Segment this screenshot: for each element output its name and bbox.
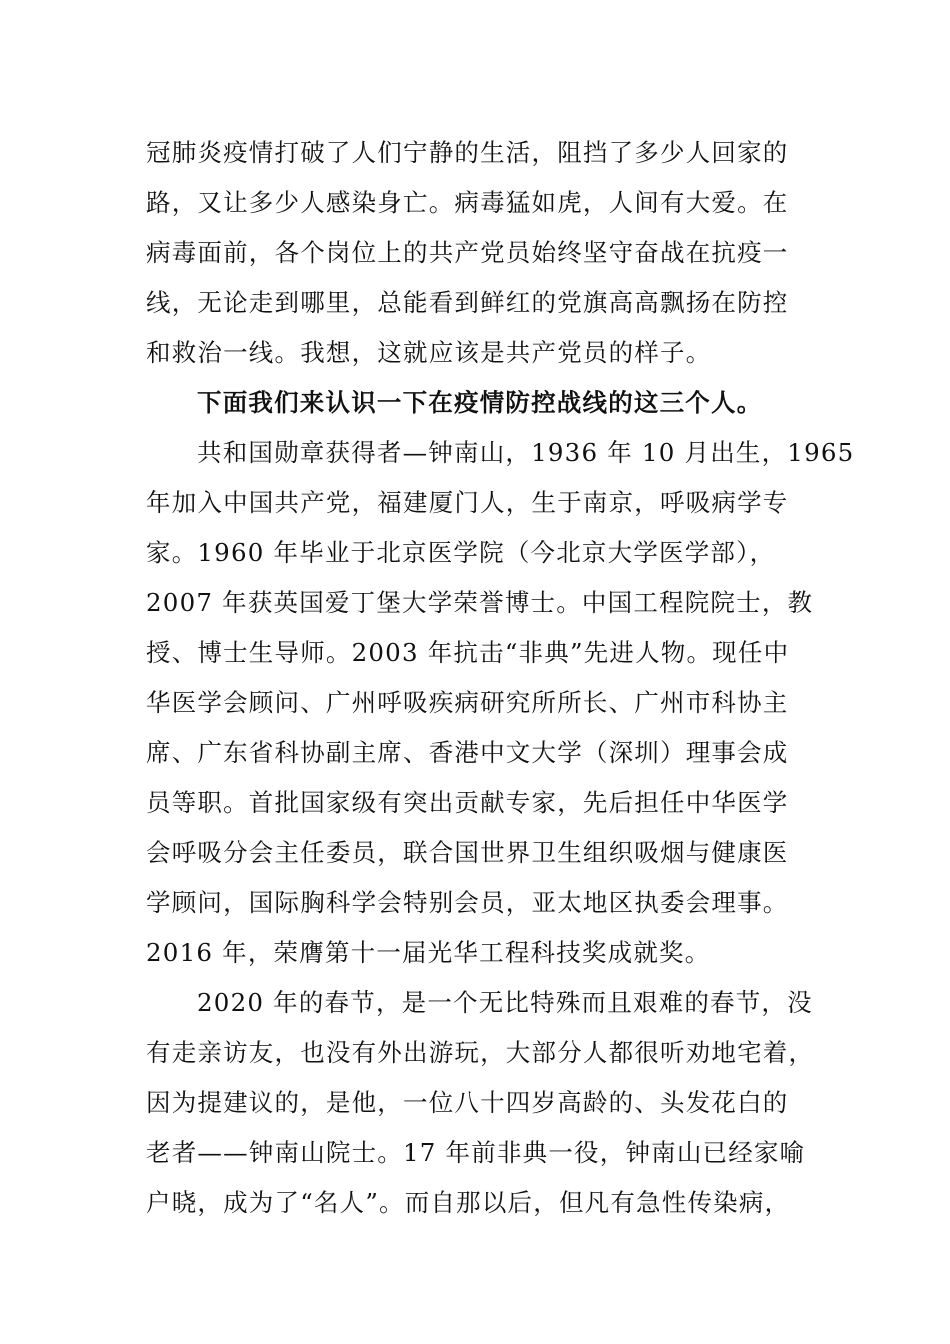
text-line: 2007 年获英国爱丁堡大学荣誉博士。中国工程院院士，教	[146, 588, 814, 617]
text-line: 冠肺炎疫情打破了人们宁静的生活，阻挡了多少人回家的	[146, 138, 789, 167]
text-line: 户晓，成为了“名人”。而自那以后，但凡有急性传染病，	[146, 1188, 791, 1217]
text-line: 学顾问，国际胸科学会特别会员，亚太地区执委会理事。	[146, 888, 789, 917]
text-line: 席、广东省科协副主席、香港中文大学（深圳）理事会成	[146, 738, 789, 767]
text-line: 员等职。首批国家级有突出贡献专家，先后担任中华医学	[146, 788, 789, 817]
paragraph-biography	[146, 428, 855, 978]
text-line: 会呼吸分会主任委员，联合国世界卫生组织吸烟与健康医	[146, 838, 789, 867]
text-line: 家。1960 年毕业于北京医学院（今北京大学医学部），	[146, 538, 776, 567]
paragraph-intro	[146, 128, 806, 378]
text-line: 病毒面前，各个岗位上的共产党员始终坚守奋战在抗疫一	[146, 238, 789, 267]
paragraph-spring-festival	[146, 978, 815, 1228]
section-heading: 下面我们来认识一下在疫情防控战线的这三个人。	[197, 388, 763, 417]
text-line: 路，又让多少人感染身亡。病毒猛如虎，人间有大爱。在	[146, 188, 789, 217]
document-body	[146, 128, 855, 1228]
text-line: 老者——钟南山院士。17 年前非典一役，钟南山已经家喻	[146, 1138, 806, 1167]
text-line: 和救治一线。我想，这就应该是共产党员的样子。	[146, 338, 712, 367]
paragraph-heading	[146, 378, 806, 428]
text-line: 年加入中国共产党，福建厦门人，生于南京，呼吸病学专	[146, 488, 789, 517]
text-line: 共和国勋章获得者—钟南山，1936 年 10 月出生，1965	[197, 438, 855, 467]
text-line: 有走亲访友，也没有外出游玩，大部分人都很听劝地宅着，	[146, 1038, 815, 1067]
text-line: 华医学会顾问、广州呼吸疾病研究所所长、广州市科协主	[146, 688, 789, 717]
text-line: 线，无论走到哪里，总能看到鲜红的党旗高高飘扬在防控	[146, 288, 789, 317]
text-line: 授、博士生导师。2003 年抗击“非典”先进人物。现任中	[146, 638, 790, 667]
text-line: 2020 年的春节，是一个无比特殊而且艰难的春节，没	[197, 988, 813, 1017]
text-line: 因为提建议的，是他，一位八十四岁高龄的、头发花白的	[146, 1088, 789, 1117]
text-line: 2016 年，荣膺第十一届光华工程科技奖成就奖。	[146, 938, 711, 967]
